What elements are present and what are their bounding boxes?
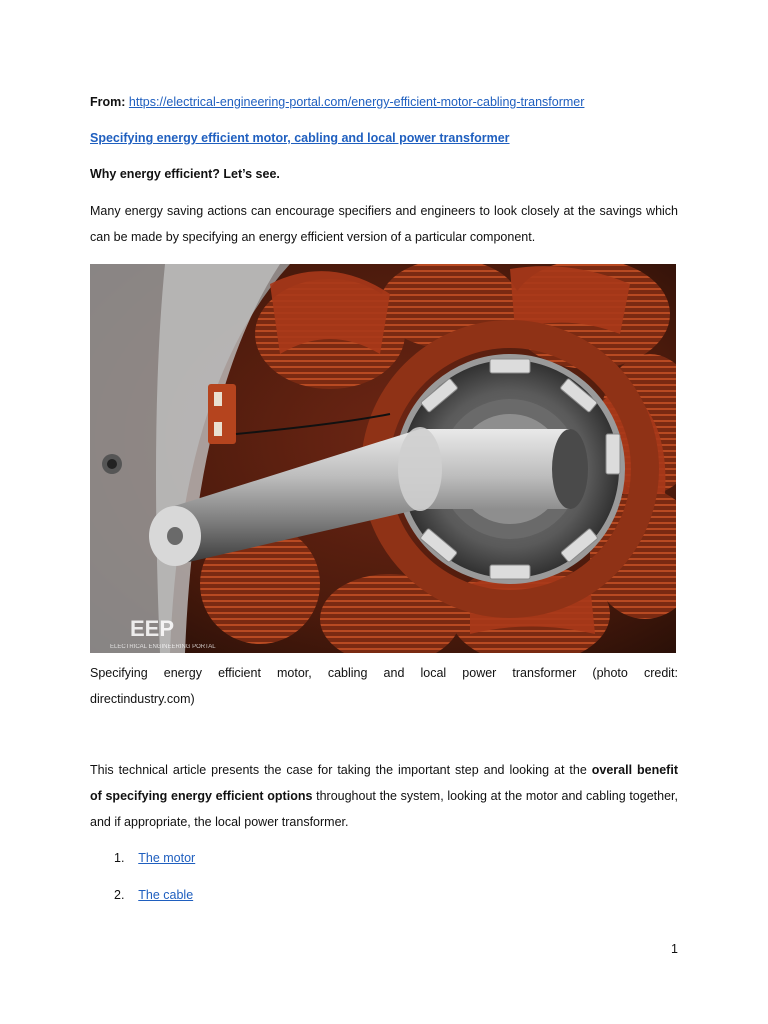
intro-line-2: can be made by specifying an energy efficient version of a particular component.	[90, 230, 536, 244]
title-link[interactable]: Specifying energy efficient motor, cabling and local power transformer	[90, 131, 510, 145]
photo-watermark: EEP	[130, 616, 175, 641]
body-paragraph	[90, 757, 678, 835]
subheading: Why energy efficient? Let’s see.	[90, 167, 280, 181]
list-link-cable[interactable]: The cable	[138, 888, 194, 902]
intro-line-1: Many energy saving actions can encourage specifiers and engineers to look closely at the savings which	[90, 204, 678, 218]
body-line-2-bold: of specifying energy efficient options	[90, 789, 313, 803]
photo-caption-line-1: Specifying energy efficient motor, cabling and local power transformer (photo credit:	[90, 666, 678, 680]
source-url-link[interactable]: https://electrical-engineering-portal.com/energy-efficient-motor-cabling-transformer	[128, 95, 585, 109]
body-line-2	[90, 783, 678, 809]
list-number: 2.	[114, 888, 125, 902]
photo-watermark-sub: ELECTRICAL ENGINEERING PORTAL	[110, 644, 216, 650]
list-number: 1.	[114, 851, 125, 865]
motor-photo	[90, 264, 676, 653]
list-item	[114, 845, 195, 871]
title-line	[90, 125, 678, 151]
source-line	[90, 89, 678, 115]
motor-illustration	[90, 264, 676, 653]
photo-caption-line-2: directindustry.com)	[90, 692, 195, 706]
list-item	[114, 882, 193, 908]
list-link-motor[interactable]: The motor	[138, 851, 196, 865]
body-line-3: and if appropriate, the local power transformer.	[90, 815, 349, 829]
body-line-1-text: This technical article presents the case for taking the important step and looking at the	[90, 763, 587, 777]
page-number: 1	[671, 942, 678, 956]
intro-paragraph	[90, 198, 678, 250]
source-label: From:	[90, 95, 126, 109]
body-line-1-bold: overall benefit	[591, 763, 678, 777]
body-line-2-text: throughout the system, looking at the motor and cabling together,	[316, 789, 678, 803]
body-line-1	[90, 757, 678, 783]
